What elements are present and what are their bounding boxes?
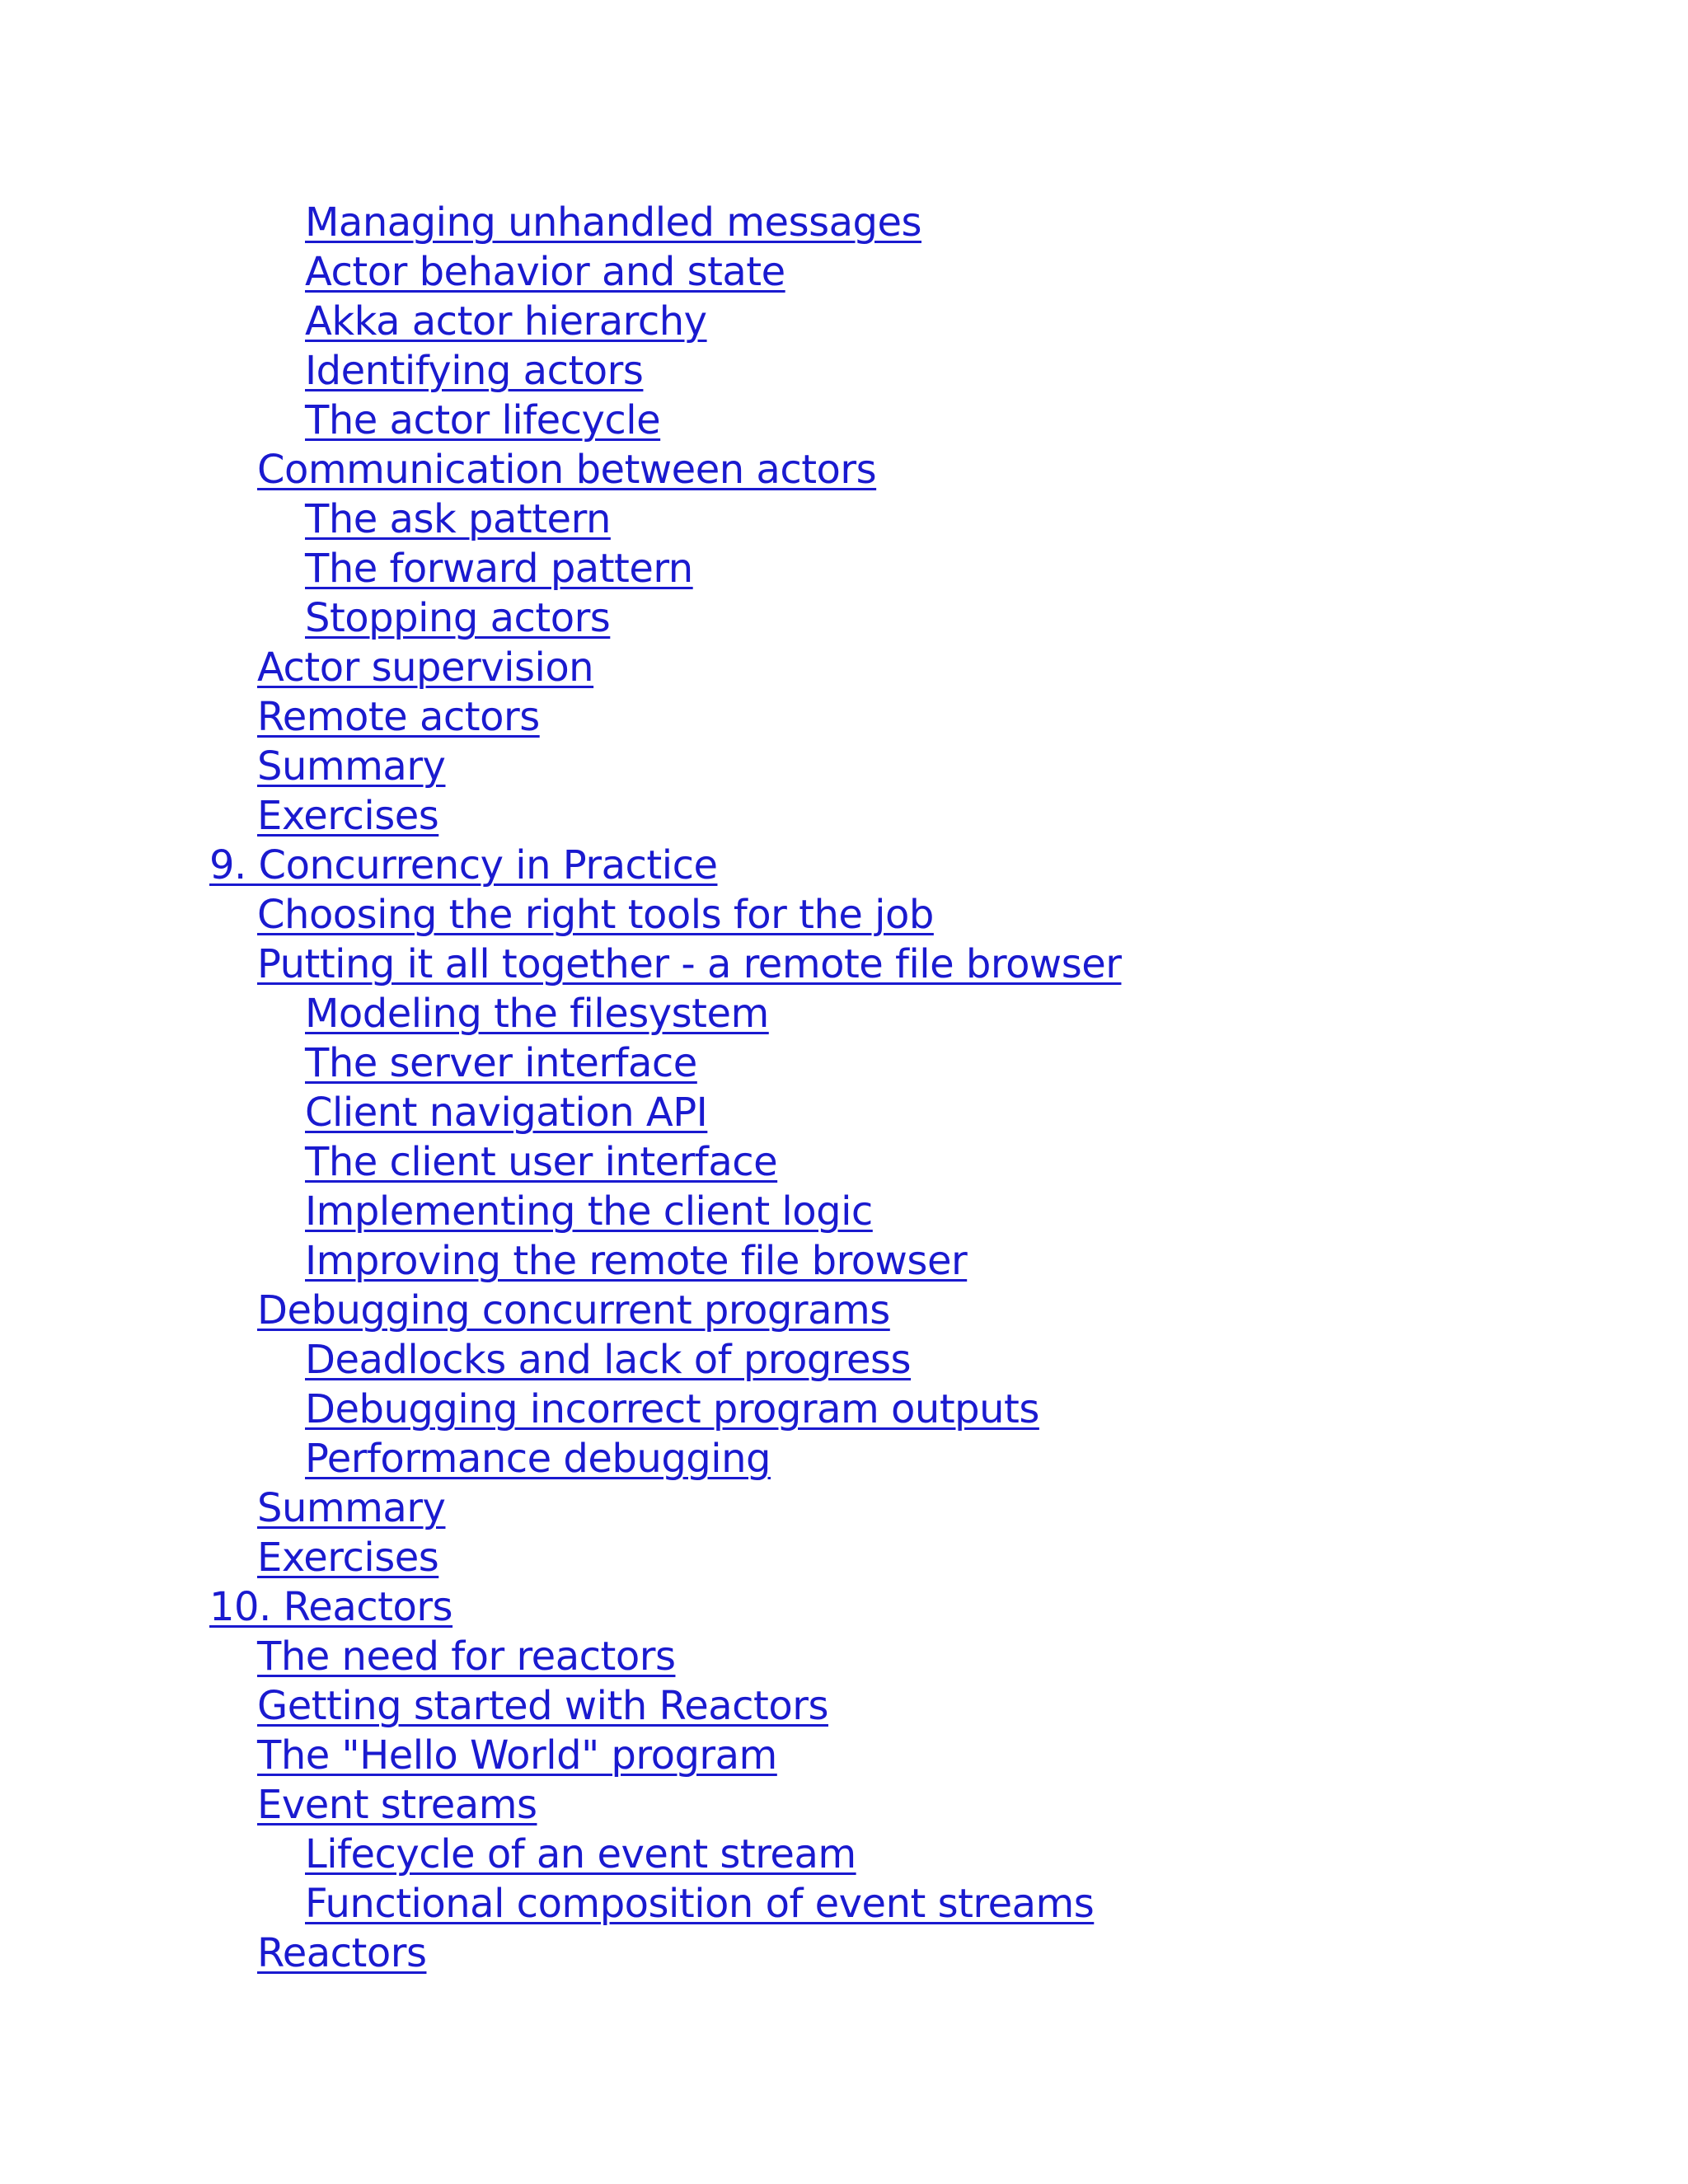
toc-link[interactable]: The client user interface bbox=[305, 1139, 778, 1185]
toc-link[interactable]: Summary bbox=[257, 743, 446, 790]
toc-link[interactable]: Actor behavior and state bbox=[305, 249, 785, 295]
toc-entry bbox=[0, 643, 1688, 692]
toc-entry bbox=[0, 1434, 1688, 1483]
toc-entry bbox=[0, 396, 1688, 445]
toc-link[interactable]: 10. Reactors bbox=[209, 1584, 453, 1630]
toc-link[interactable]: 9. Concurrency in Practice bbox=[209, 842, 718, 888]
toc-link[interactable]: The ask pattern bbox=[305, 496, 611, 542]
toc-link[interactable]: Reactors bbox=[257, 1930, 427, 1976]
toc-entry bbox=[0, 1385, 1688, 1434]
toc-entry bbox=[0, 445, 1688, 494]
toc-entry bbox=[0, 1187, 1688, 1236]
toc-entry bbox=[0, 1088, 1688, 1137]
toc-link[interactable]: The "Hello World" program bbox=[257, 1732, 777, 1779]
toc-entry bbox=[0, 1038, 1688, 1088]
toc-entry bbox=[0, 692, 1688, 742]
toc-entry bbox=[0, 1830, 1688, 1879]
toc-entry bbox=[0, 989, 1688, 1038]
toc-entry bbox=[0, 1780, 1688, 1830]
toc-link[interactable]: Debugging incorrect program outputs bbox=[305, 1386, 1039, 1432]
toc-link[interactable]: Event streams bbox=[257, 1782, 537, 1828]
toc-entry bbox=[0, 841, 1688, 890]
toc-link[interactable]: Implementing the client logic bbox=[305, 1188, 873, 1235]
toc-link[interactable]: The actor lifecycle bbox=[305, 397, 661, 443]
toc-entry bbox=[0, 940, 1688, 989]
toc-entry bbox=[0, 1483, 1688, 1533]
toc-link[interactable]: Akka actor hierarchy bbox=[305, 298, 707, 344]
toc-entry bbox=[0, 198, 1688, 247]
toc-link[interactable]: Identifying actors bbox=[305, 348, 644, 394]
toc-link[interactable]: Lifecycle of an event stream bbox=[305, 1831, 856, 1877]
toc-entry bbox=[0, 742, 1688, 791]
toc-entry bbox=[0, 247, 1688, 297]
toc-entry bbox=[0, 791, 1688, 841]
toc-link[interactable]: Deadlocks and lack of progress bbox=[305, 1337, 912, 1383]
toc-link[interactable]: Exercises bbox=[257, 1535, 439, 1581]
toc-link[interactable]: Debugging concurrent programs bbox=[257, 1287, 890, 1333]
toc-entry bbox=[0, 1137, 1688, 1187]
toc-link[interactable]: Managing unhandled messages bbox=[305, 199, 922, 246]
toc-link[interactable]: Choosing the right tools for the job bbox=[257, 892, 934, 938]
toc-entry bbox=[0, 1929, 1688, 1978]
toc-link[interactable]: The need for reactors bbox=[257, 1633, 676, 1680]
toc-entry bbox=[0, 593, 1688, 643]
toc-link[interactable]: Functional composition of event streams bbox=[305, 1881, 1095, 1927]
toc-entry bbox=[0, 1582, 1688, 1632]
toc-link[interactable]: Performance debugging bbox=[305, 1436, 771, 1482]
toc-link[interactable]: Summary bbox=[257, 1485, 446, 1531]
toc-link[interactable]: Communication between actors bbox=[257, 447, 877, 493]
toc-link[interactable]: Actor supervision bbox=[257, 644, 594, 691]
toc-entry bbox=[0, 1533, 1688, 1582]
toc-link[interactable]: Exercises bbox=[257, 793, 439, 839]
toc-entry bbox=[0, 1286, 1688, 1335]
toc-link[interactable]: Putting it all together - a remote file browser bbox=[257, 941, 1122, 987]
toc-entry bbox=[0, 1236, 1688, 1286]
toc-entry bbox=[0, 890, 1688, 940]
toc-entry bbox=[0, 544, 1688, 593]
toc-link[interactable]: Improving the remote file browser bbox=[305, 1238, 968, 1284]
toc-link[interactable]: The server interface bbox=[305, 1040, 697, 1086]
toc-entry bbox=[0, 1335, 1688, 1385]
toc-link[interactable]: Getting started with Reactors bbox=[257, 1683, 828, 1729]
toc-entry bbox=[0, 1632, 1688, 1681]
toc-entry bbox=[0, 1879, 1688, 1929]
toc-entry bbox=[0, 346, 1688, 396]
toc-entry bbox=[0, 1731, 1688, 1780]
table-of-contents bbox=[0, 198, 1688, 1978]
toc-link[interactable]: Stopping actors bbox=[305, 595, 611, 641]
toc-entry bbox=[0, 1681, 1688, 1731]
toc-link[interactable]: Modeling the filesystem bbox=[305, 991, 769, 1037]
toc-entry bbox=[0, 297, 1688, 346]
toc-entry bbox=[0, 494, 1688, 544]
toc-link[interactable]: The forward pattern bbox=[305, 546, 693, 592]
toc-link[interactable]: Client navigation API bbox=[305, 1090, 708, 1136]
toc-link[interactable]: Remote actors bbox=[257, 694, 540, 740]
